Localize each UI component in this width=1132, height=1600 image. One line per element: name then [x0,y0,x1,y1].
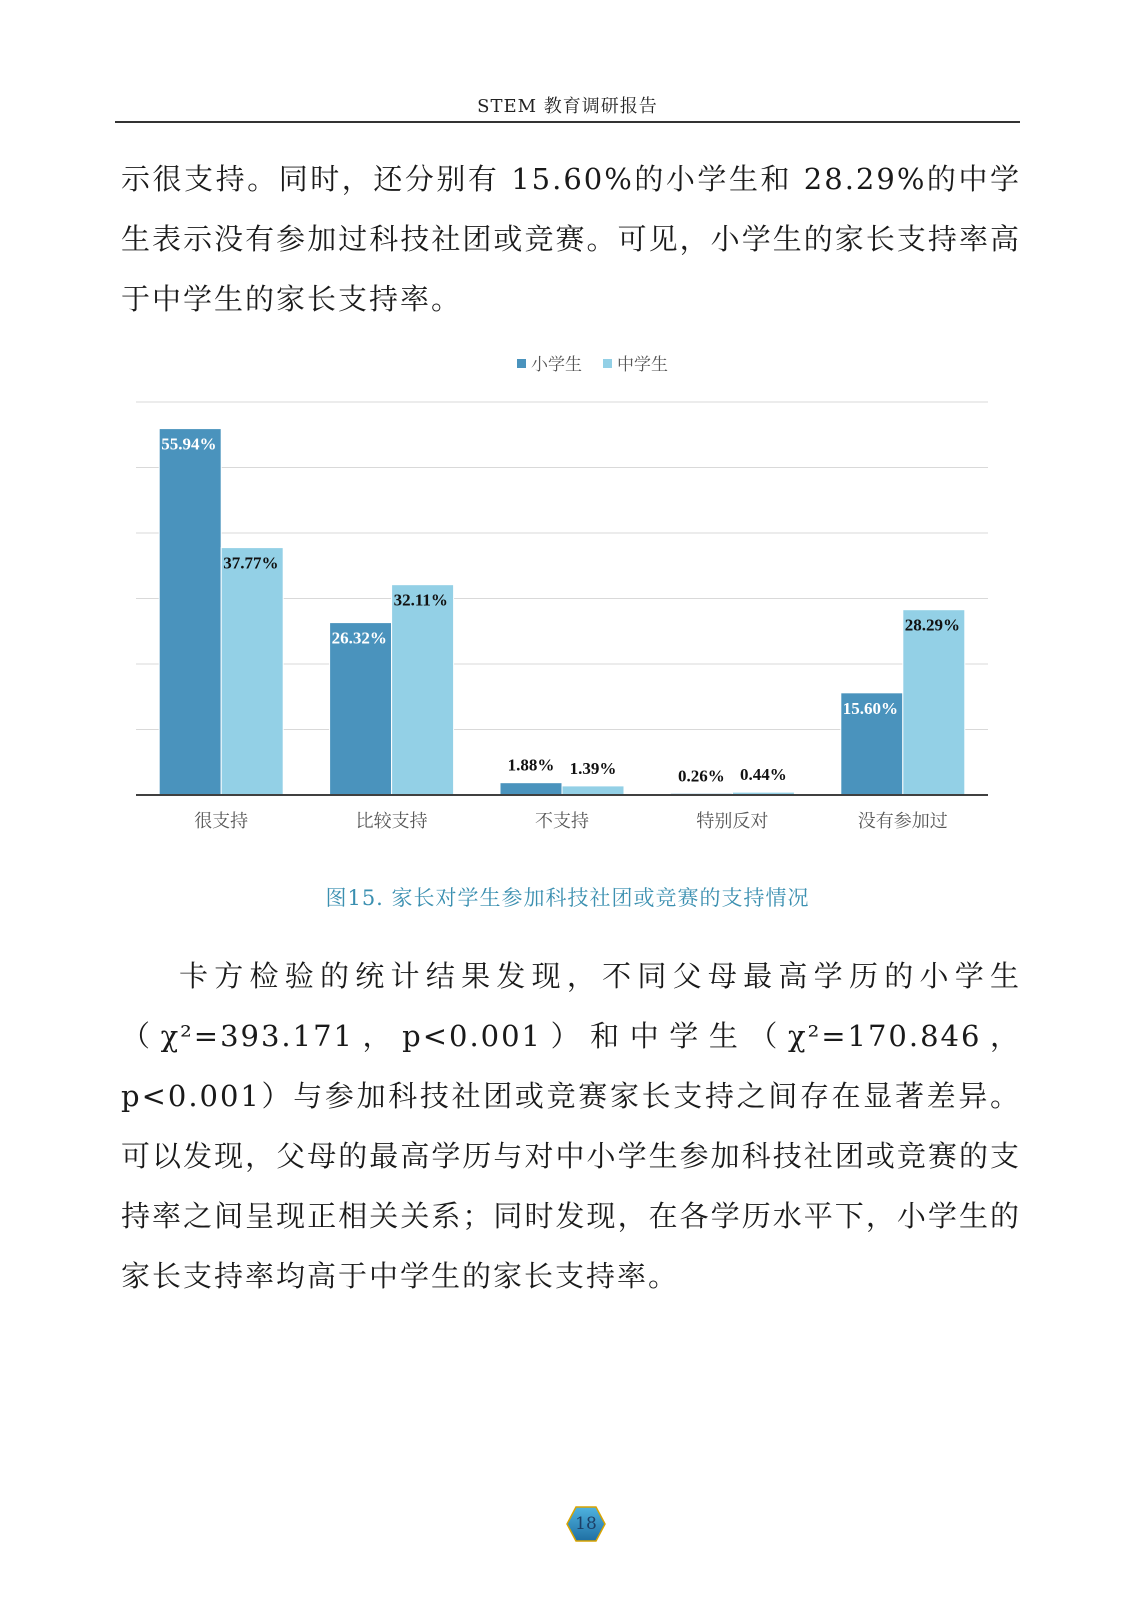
header-rule [115,121,1020,123]
bar [159,429,221,795]
data-label: 1.88% [507,755,555,775]
bar-chart [112,350,1022,850]
data-label: 0.44% [740,765,787,785]
data-label: 15.60% [842,698,899,718]
page-number: 18 [575,1514,597,1534]
legend-swatch [517,359,526,368]
bar [903,610,965,795]
x-tick-label: 特别反对 [696,811,769,831]
chart-svg [112,350,1022,850]
x-tick-label: 很支持 [194,811,249,831]
legend-label: 小学生 [531,355,582,374]
paragraph-2: 卡方检验的统计结果发现，不同父母最高学历的小学生（χ²=393.171，p<0.001）和中学生（χ²=170.846，p<0.001）与参加科技社团或竞赛家长支持之间存在显著差异。可以发现，父母的最高学历与对中小学生参加科技社团或竞赛的支持率之间呈现正相关关系；同时发现，在各学历水平下，小学生的家长支持率均高于中学生的家长支持率。 [121,959,1021,1293]
figure-caption: 图15. 家长对学生参加科技社团或竞赛的支持情况 [325,886,810,910]
data-label: 55.94% [161,434,217,454]
bar [330,623,392,795]
bar [500,783,562,795]
data-label: 1.39% [569,758,617,778]
data-label: 26.32% [331,628,387,648]
x-tick-label: 不支持 [535,811,589,831]
data-label: 0.26% [678,766,725,786]
x-tick-label: 比较支持 [355,811,428,831]
legend-swatch [603,359,612,368]
bar [562,786,624,795]
data-label: 32.11% [393,590,448,610]
bar [392,585,454,795]
bar [221,548,283,795]
data-label: 28.29% [904,615,961,635]
paragraph-1: 示很支持。同时，还分别有 15.60%的小学生和 28.29%的中学生表示没有参加过科技社团或竞赛。可见，小学生的家长支持率高于中学生的家长支持率。 [121,162,1021,316]
x-tick-label: 没有参加过 [857,811,948,831]
data-label: 37.77% [223,553,279,573]
running-header: STEM 教育调研报告 [477,96,658,117]
legend-label: 中学生 [617,355,668,374]
page-number-badge [566,1504,606,1544]
